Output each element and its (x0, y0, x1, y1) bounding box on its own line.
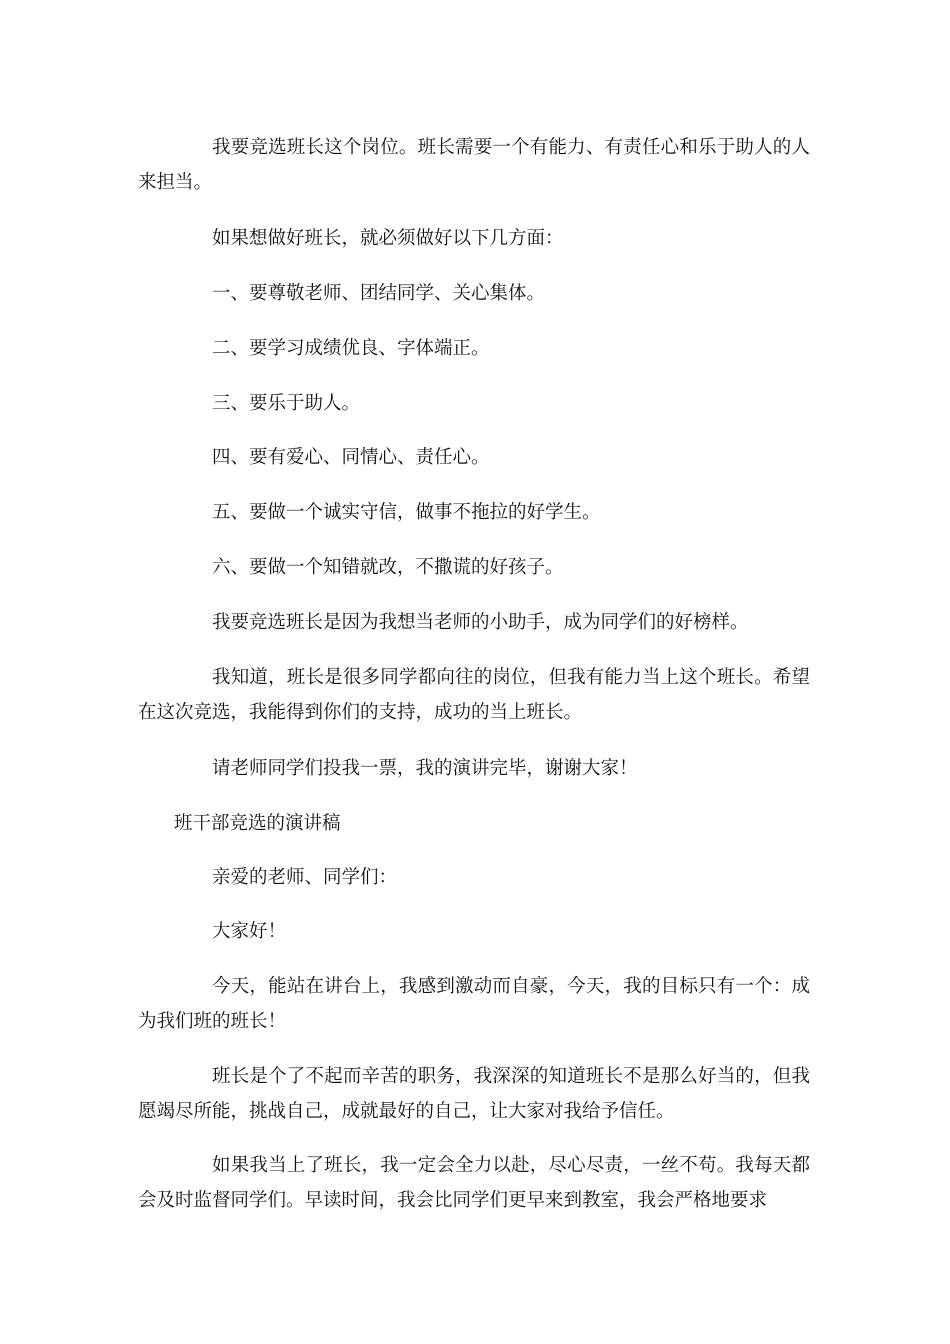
greeting: 大家好！ (212, 921, 287, 942)
paragraph-7: 班长是个了不起而辛苦的职务，我深深的知道班长不是那么好当的，但我愿竭尽所能，挑战自己，成就最好的自己，让大家对我给予信任。 (138, 1066, 810, 1122)
list-item-4: 四、要有爱心、同情心、责任心。 (212, 447, 490, 468)
list-item-5: 五、要做一个诚实守信，做事不拖拉的好学生。 (212, 502, 601, 523)
list-item-1: 一、要尊敬老师、团结同学、关心集体。 (212, 283, 546, 304)
paragraph-4: 我知道，班长是很多同学都向往的岗位，但我有能力当上这个班长。希望在这次竞选，我能得到你们的支持，成功的当上班长。 (138, 667, 810, 723)
list-item-6: 六、要做一个知错就改，不撒谎的好孩子。 (212, 557, 564, 578)
list-item-3: 三、要乐于助人。 (212, 393, 361, 414)
paragraph-5: 请老师同学们投我一票，我的演讲完毕，谢谢大家！ (212, 758, 638, 779)
paragraph-1: 我要竞选班长这个岗位。班长需要一个有能力、有责任心和乐于助人的人来担当。 (138, 137, 810, 193)
list-item-2: 二、要学习成绩优良、字体端正。 (212, 338, 490, 359)
section-title: 班干部竞选的演讲稿 (174, 813, 341, 834)
paragraph-2: 如果想做好班长，就必须做好以下几方面： (212, 228, 564, 249)
paragraph-6: 今天，能站在讲台上，我感到激动而自豪，今天，我的目标只有一个：成为我们班的班长！ (138, 976, 810, 1032)
paragraph-8: 如果我当上了班长，我一定会全力以赴，尽心尽责，一丝不苟。我每天都会及时监督同学们。早读时间，我会比同学们更早来到教室，我会严格地要求 (138, 1155, 810, 1211)
paragraph-3: 我要竞选班长是因为我想当老师的小助手，成为同学们的好榜样。 (212, 612, 749, 633)
salutation: 亲爱的老师、同学们： (212, 867, 398, 888)
